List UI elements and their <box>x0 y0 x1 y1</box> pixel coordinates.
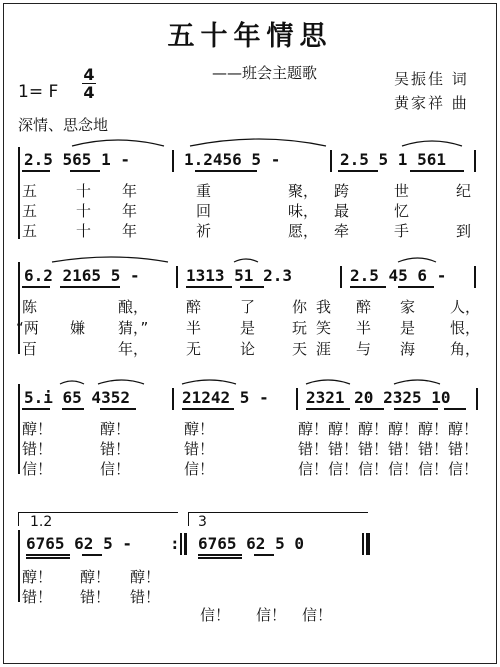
lyric-3-syl-8: 到 <box>456 222 472 240</box>
key-signature: 1= F <box>18 82 59 102</box>
lyric-1-syl-2: 十 <box>76 182 92 200</box>
measure-1-notes: 2.5 565 1 - <box>24 150 130 169</box>
lyric-3-syl-3: 信！ <box>184 460 215 478</box>
lyric-2-syl-3: 猜，” <box>118 319 149 337</box>
lyric-2-syl-4: 错！错！错！错！错！错！ <box>298 440 479 458</box>
measure-8-notes: 21242 5 - <box>182 388 269 407</box>
lyric-1-syl-3: 年 <box>122 182 138 200</box>
lyric-1-syl-1: 醇！ <box>22 568 53 586</box>
slur <box>52 257 168 262</box>
lyric-3-syl-4: 无 <box>186 340 202 358</box>
lyric-1-syl-7: 我 <box>316 298 332 316</box>
slur <box>306 380 350 384</box>
measure-5-notes: 1313 51 2.3 <box>186 266 292 285</box>
lyricist-credit: 吴振佳 词 <box>394 70 469 88</box>
slur <box>398 258 436 262</box>
lyric-3-syl-2: 信！ <box>100 460 131 478</box>
lyric-1-syl-3: 醇！ <box>130 568 161 586</box>
lyric-2-syl-1: 错！ <box>22 440 53 458</box>
lyric-3-syl-6: 天 <box>292 340 308 358</box>
lyric-3-syl-3: 年， <box>118 340 149 358</box>
lyric-1-syl-1: 五 <box>22 182 38 200</box>
lyric-2-syl-7: 笑 <box>316 319 332 337</box>
lyric-1-syl-9: 家 <box>400 298 416 316</box>
lyric-3-syl-8: 与 <box>356 340 372 358</box>
ending-3-label: 3 <box>198 514 207 530</box>
lyric-2-syl-2: 错！ <box>100 440 131 458</box>
lyric-1-syl-3: 醇！ <box>184 420 215 438</box>
lyric-1-syl-2: 醇！ <box>100 420 131 438</box>
lyric-1-syl-4: 醇！醇！醇！醇！醇！醇！ <box>298 420 479 438</box>
lyric-3-syl-7: 涯 <box>316 340 332 358</box>
lyric-1-syl-8: 醉 <box>356 298 372 316</box>
lyric-1-syl-4: 重 <box>196 182 212 200</box>
lyric-3-syl-5: 愿， <box>288 222 319 240</box>
lyric-1-syl-10: 人， <box>450 298 481 316</box>
lyric-3-syl-10: 角， <box>450 340 481 358</box>
lyric-2-syl-1: “两 <box>16 319 39 337</box>
slur <box>234 259 258 262</box>
lyric-1-syl-1: 陈 <box>22 298 38 316</box>
measure-11-notes: 6765 62 5 0 <box>198 534 304 553</box>
lyric-3-syl-2: 十 <box>76 222 92 240</box>
expression-marking: 深情、思念地 <box>18 116 109 134</box>
lyric-1-syl-6: 跨 <box>334 182 350 200</box>
lyric-2-syl-3: 错！ <box>130 588 161 606</box>
lyric-2-syl-4: 半 <box>186 319 202 337</box>
slur <box>72 140 164 146</box>
measure-10-notes: 6765 62 5 - <box>26 534 132 553</box>
measure-6-notes: 2.5 45 6 - <box>350 266 447 285</box>
lyric-3-syl-4: 祈 <box>196 222 212 240</box>
time-signature-top: 4 <box>83 65 95 84</box>
time-signature-bottom: 4 <box>83 83 95 102</box>
lyric-2-syl-3: 年 <box>122 202 138 220</box>
composer-credit: 黄家祥 曲 <box>394 94 469 112</box>
lyric-2-syl-4: 回 <box>196 202 212 220</box>
slur <box>98 380 144 384</box>
measure-9-notes: 2321 20 2325 10 <box>306 388 451 407</box>
lyric-3-syl-1: 五 <box>22 222 38 240</box>
slur <box>402 141 462 146</box>
lyric-2-syl-9: 是 <box>400 319 416 337</box>
lyric-1-syl-6: 你 <box>292 298 308 316</box>
measure-3-notes: 2.5 5 1 561 <box>340 150 446 169</box>
lyric-1-syl-2: 醇！ <box>80 568 111 586</box>
lyric-3-syl-4: 信！信！信！信！信！信！ <box>298 460 479 478</box>
lyric-2-syl-10: 恨， <box>450 319 481 337</box>
repeat-sign: : <box>170 534 180 553</box>
lyric-2-syl-1: 错！ <box>22 588 53 606</box>
slur <box>190 139 326 146</box>
lyric-2-syl-2: 十 <box>76 202 92 220</box>
lyric-2-syl-2: 错！ <box>80 588 111 606</box>
lyric-3-syl-3: 信！ <box>302 606 333 624</box>
lyric-3-syl-2: 信！ <box>256 606 287 624</box>
lyric-3-syl-7: 手 <box>394 222 410 240</box>
lyric-2-syl-5: 味， <box>288 202 319 220</box>
lyric-3-syl-5: 论 <box>240 340 256 358</box>
song-title: 五十年情思 <box>167 21 333 52</box>
subtitle: ——班会主题歌 <box>212 64 318 82</box>
lyric-3-syl-6: 牵 <box>334 222 350 240</box>
lyric-3-syl-1: 信！ <box>200 606 231 624</box>
measure-4-notes: 6.2 2165 5 - <box>24 266 140 285</box>
lyric-2-syl-8: 半 <box>356 319 372 337</box>
ending-1-2-label: 1.2 <box>30 514 53 530</box>
lyric-2-syl-6: 玩 <box>292 319 308 337</box>
lyric-1-syl-7: 世 <box>394 182 410 200</box>
lyric-1-syl-5: 聚， <box>288 182 319 200</box>
lyric-3-syl-1: 百 <box>22 340 38 358</box>
measure-2-notes: 1.2456 5 - <box>184 150 281 169</box>
slur <box>60 381 84 384</box>
lyric-2-syl-3: 错！ <box>184 440 215 458</box>
lyric-1-syl-3: 酿， <box>118 298 149 316</box>
lyric-2-syl-7: 忆 <box>394 202 410 220</box>
lyric-1-syl-5: 了 <box>240 298 256 316</box>
lyric-1-syl-1: 醇！ <box>22 420 53 438</box>
lyric-2-syl-5: 是 <box>240 319 256 337</box>
measure-7-notes: 5.i 65 4352 <box>24 388 130 407</box>
lyric-2-syl-2: 嫌 <box>70 319 86 337</box>
lyric-1-syl-8: 纪 <box>456 182 472 200</box>
lyric-3-syl-1: 信！ <box>22 460 53 478</box>
lyric-3-syl-3: 年 <box>122 222 138 240</box>
slur <box>394 380 440 384</box>
lyric-1-syl-4: 醉 <box>186 298 202 316</box>
lyric-3-syl-9: 海 <box>400 340 416 358</box>
lyric-2-syl-1: 五 <box>22 202 38 220</box>
slur <box>182 380 236 384</box>
lyric-2-syl-6: 最 <box>334 202 350 220</box>
